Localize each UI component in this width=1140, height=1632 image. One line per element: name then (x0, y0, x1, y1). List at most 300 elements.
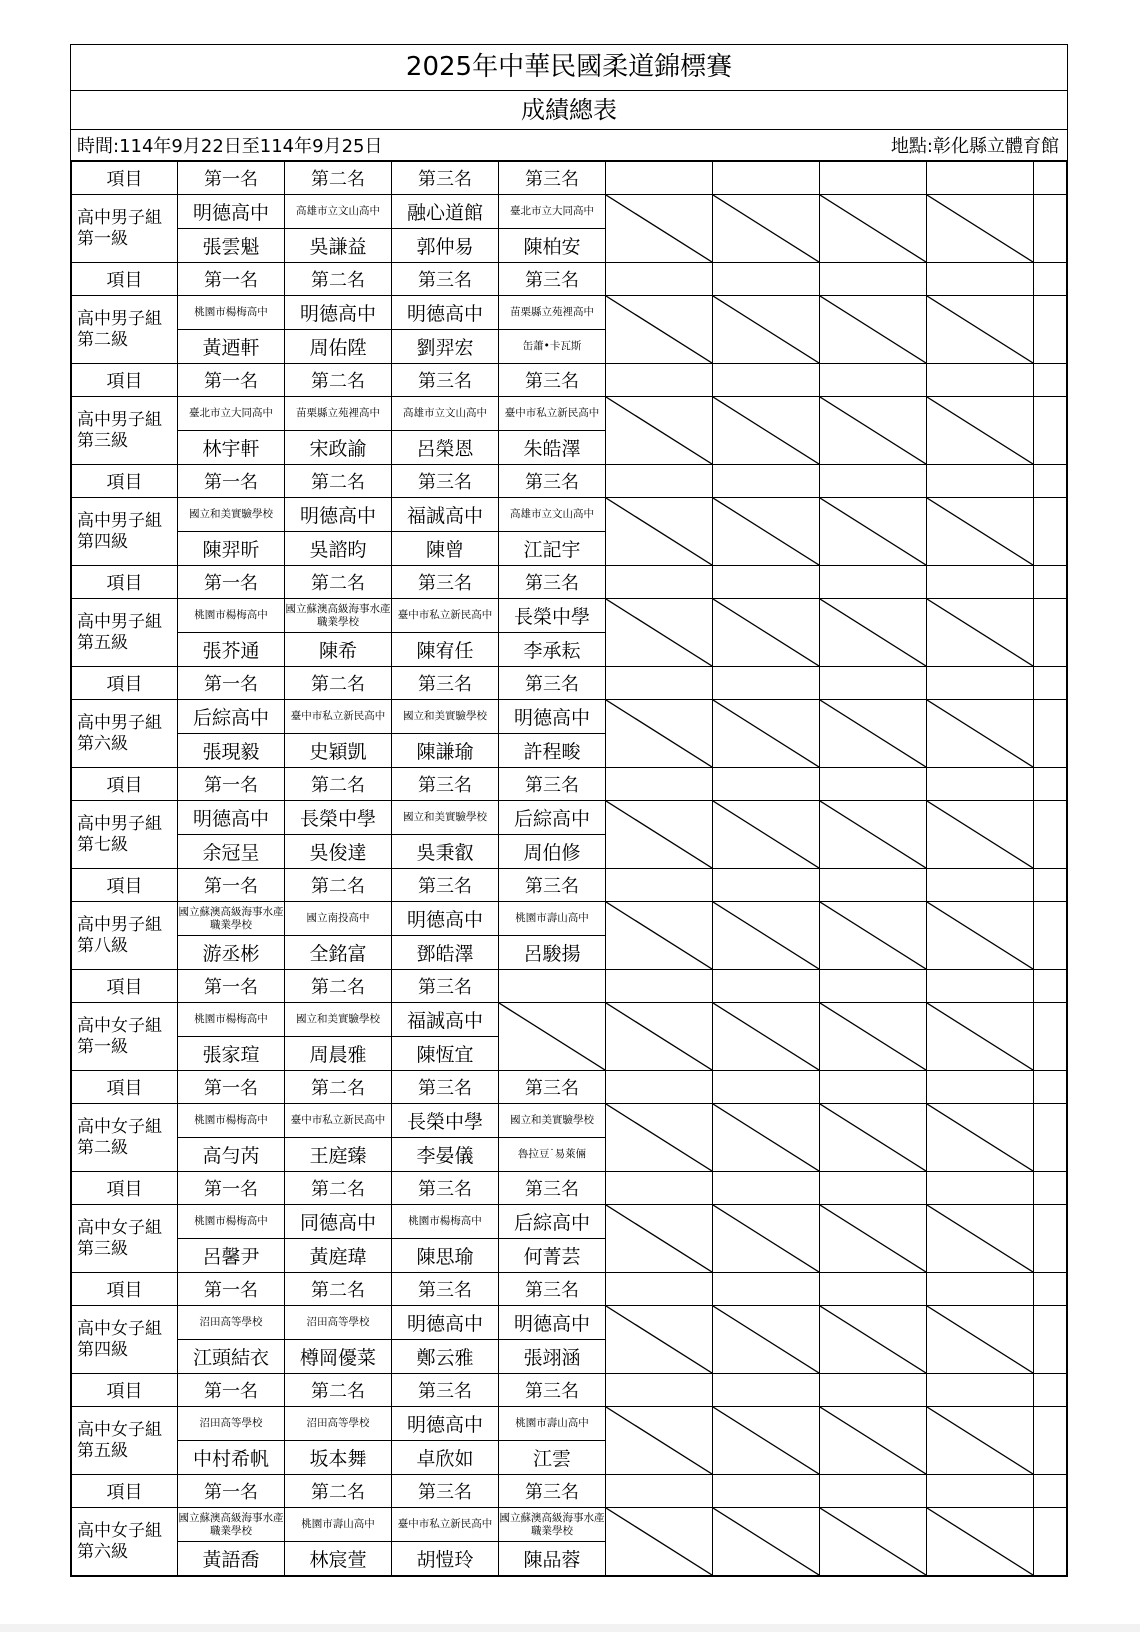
header-blank (1034, 1374, 1067, 1407)
school-row (72, 296, 1067, 330)
player-cell: 游丞彬 (178, 936, 285, 970)
empty-slot (820, 1104, 927, 1172)
empty-slot (713, 700, 820, 768)
player-cell: 周佑陞 (285, 330, 392, 364)
diagonal-stroke (927, 1306, 1033, 1373)
header-row (72, 1475, 1067, 1508)
event-name: 高中女子組第三級 (72, 1205, 178, 1273)
player-cell: 張翊涵 (499, 1340, 606, 1374)
player-cell: 江雲 (499, 1441, 606, 1475)
diagonal-stroke (713, 1205, 819, 1272)
diagonal-line (713, 599, 819, 666)
trailing-blank (1034, 1003, 1067, 1071)
empty-slot (713, 1205, 820, 1273)
diagonal-line (713, 1205, 819, 1272)
diagonal-stroke (606, 1508, 712, 1575)
player-cell: 魯拉豆˙易萊倆 (499, 1138, 606, 1172)
school-row (72, 902, 1067, 936)
header-blank (1034, 465, 1067, 498)
header-item: 項目 (72, 869, 178, 902)
header-blank (927, 1475, 1034, 1508)
diagonal-line (927, 1508, 1033, 1575)
header-row (72, 869, 1067, 902)
diagonal-stroke (606, 801, 712, 868)
header-blank (820, 1374, 927, 1407)
school-cell: 福誠高中 (392, 498, 499, 532)
diagonal-stroke (713, 801, 819, 868)
school-cell: 桃園市壽山高中 (499, 902, 606, 936)
header-rank: 第一名 (178, 1475, 285, 1508)
player-cell: 江頭結衣 (178, 1340, 285, 1374)
player-cell: 李晏儀 (392, 1138, 499, 1172)
empty-slot (606, 1003, 713, 1071)
header-blank (927, 667, 1034, 700)
player-cell: 呂駿揚 (499, 936, 606, 970)
empty-slot (713, 397, 820, 465)
location: 地點:彰化縣立體育館 (890, 136, 1059, 157)
player-cell: 何菁芸 (499, 1239, 606, 1273)
header-rank: 第三名 (392, 1273, 499, 1306)
school-cell: 國立蘇澳高級海事水產職業學校 (499, 1508, 606, 1542)
header-rank: 第二名 (285, 1475, 392, 1508)
school-cell: 臺中市私立新民高中 (499, 397, 606, 431)
document-title: 2025年中華民國柔道錦標賽 (71, 45, 1067, 91)
diagonal-stroke (927, 296, 1033, 363)
event-name: 高中女子組第六級 (72, 1508, 178, 1576)
trailing-blank (1034, 599, 1067, 667)
trailing-blank (1034, 700, 1067, 768)
empty-slot (606, 902, 713, 970)
school-cell: 長榮中學 (285, 801, 392, 835)
school-cell: 臺北市立大同高中 (178, 397, 285, 431)
header-rank: 第二名 (285, 263, 392, 296)
school-cell: 國立和美實驗學校 (499, 1104, 606, 1138)
header-rank: 第二名 (285, 1273, 392, 1306)
diagonal-line (713, 902, 819, 969)
player-cell: 陳羿昕 (178, 532, 285, 566)
diagonal-line (820, 1508, 926, 1575)
header-blank (1034, 364, 1067, 397)
event-name: 高中男子組第一級 (72, 195, 178, 263)
school-cell: 明德高中 (392, 902, 499, 936)
diagonal-line (927, 195, 1033, 262)
diagonal-stroke (820, 902, 926, 969)
school-cell: 同德高中 (285, 1205, 392, 1239)
event-name: 高中男子組第六級 (72, 700, 178, 768)
diagonal-line (927, 296, 1033, 363)
school-cell: 國立和美實驗學校 (392, 801, 499, 835)
school-cell: 國立和美實驗學校 (285, 1003, 392, 1037)
header-rank: 第三名 (499, 667, 606, 700)
header-rank: 第三名 (392, 970, 499, 1003)
header-blank (820, 364, 927, 397)
school-row (72, 498, 1067, 532)
empty-slot (606, 1407, 713, 1475)
diagonal-line (606, 599, 712, 666)
diagonal-line (927, 801, 1033, 868)
header-blank (1034, 970, 1067, 1003)
diagonal-line (606, 700, 712, 767)
header-rank: 第一名 (178, 364, 285, 397)
school-cell: 高雄市立文山高中 (285, 195, 392, 229)
header-rank: 第一名 (178, 1273, 285, 1306)
school-cell: 國立和美實驗學校 (178, 498, 285, 532)
header-rank: 第三名 (392, 1071, 499, 1104)
player-cell: 高勻芮 (178, 1138, 285, 1172)
empty-slot (927, 1104, 1034, 1172)
diagonal-line (927, 1205, 1033, 1272)
school-cell: 沼田高等學校 (285, 1306, 392, 1340)
school-cell: 高雄市立文山高中 (499, 498, 606, 532)
header-rank: 第三名 (392, 263, 499, 296)
diagonal-line (927, 1306, 1033, 1373)
player-cell: 李承耘 (499, 633, 606, 667)
diagonal-line (606, 296, 712, 363)
player-cell: 王庭臻 (285, 1138, 392, 1172)
results-table (71, 161, 1067, 1576)
header-blank (820, 1273, 927, 1306)
diagonal-stroke (606, 195, 712, 262)
school-cell: 長榮中學 (392, 1104, 499, 1138)
header-rank: 第一名 (178, 1172, 285, 1205)
header-blank (606, 970, 713, 1003)
school-cell: 融心道館 (392, 195, 499, 229)
diagonal-line (606, 1104, 712, 1171)
header-row (72, 667, 1067, 700)
diagonal-line (927, 397, 1033, 464)
diagonal-line (713, 801, 819, 868)
empty-slot (927, 1205, 1034, 1273)
player-cell: 史穎凱 (285, 734, 392, 768)
empty-slot (820, 1003, 927, 1071)
diagonal-stroke (820, 1205, 926, 1272)
school-cell: 桃園市楊梅高中 (178, 1205, 285, 1239)
player-cell: 呂榮恩 (392, 431, 499, 465)
header-blank (713, 768, 820, 801)
empty-slot (713, 1306, 820, 1374)
header-blank (927, 1172, 1034, 1205)
diagonal-line (820, 195, 926, 262)
empty-slot (713, 195, 820, 263)
header-blank (927, 566, 1034, 599)
empty-slot (713, 1508, 820, 1576)
diagonal-stroke (713, 1104, 819, 1171)
school-cell: 桃園市楊梅高中 (178, 296, 285, 330)
diagonal-stroke (606, 1306, 712, 1373)
school-row (72, 195, 1067, 229)
header-blank (606, 869, 713, 902)
empty-slot (820, 1508, 927, 1576)
school-cell: 長榮中學 (499, 599, 606, 633)
header-row (72, 162, 1067, 195)
diagonal-line (820, 1003, 926, 1070)
header-blank (713, 970, 820, 1003)
school-cell: 臺中市私立新民高中 (392, 1508, 499, 1542)
diagonal-stroke (606, 599, 712, 666)
school-cell: 桃園市楊梅高中 (178, 599, 285, 633)
empty-slot (927, 1003, 1034, 1071)
diagonal-line (713, 397, 819, 464)
diagonal-stroke (606, 1104, 712, 1171)
header-rank: 第三名 (499, 1172, 606, 1205)
school-cell: 臺中市私立新民高中 (285, 1104, 392, 1138)
header-rank: 第二名 (285, 364, 392, 397)
school-cell: 苗栗縣立苑裡高中 (285, 397, 392, 431)
diagonal-stroke (820, 599, 926, 666)
header-blank (927, 465, 1034, 498)
diagonal-stroke (606, 498, 712, 565)
empty-slot (606, 498, 713, 566)
player-cell: 坂本舞 (285, 1441, 392, 1475)
header-rank: 第一名 (178, 768, 285, 801)
empty-slot (606, 1104, 713, 1172)
header-blank (713, 566, 820, 599)
player-cell: 中村希帆 (178, 1441, 285, 1475)
header-rank: 第三名 (392, 667, 499, 700)
header-blank (820, 1071, 927, 1104)
school-cell: 臺中市私立新民高中 (392, 599, 499, 633)
empty-slot (927, 599, 1034, 667)
player-cell: 許程畯 (499, 734, 606, 768)
player-cell: 陳品蓉 (499, 1542, 606, 1576)
player-cell: 宋政諭 (285, 431, 392, 465)
empty-slot (606, 1508, 713, 1576)
player-cell: 吳俊達 (285, 835, 392, 869)
event-name: 高中女子組第一級 (72, 1003, 178, 1071)
header-blank (820, 263, 927, 296)
player-cell: 吳諮昀 (285, 532, 392, 566)
header-rank: 第二名 (285, 768, 392, 801)
header-blank (499, 970, 606, 1003)
document-subtitle: 成績總表 (71, 91, 1067, 130)
header-blank (606, 1475, 713, 1508)
player-cell: 林宇軒 (178, 431, 285, 465)
header-rank: 第一名 (178, 1374, 285, 1407)
diagonal-stroke (713, 1306, 819, 1373)
diagonal-line (927, 1104, 1033, 1171)
diagonal-stroke (820, 700, 926, 767)
empty-slot (606, 195, 713, 263)
date-range: 時間:114年9月22日至114年9月25日 (77, 136, 383, 157)
header-blank (927, 1071, 1034, 1104)
empty-slot (820, 700, 927, 768)
player-cell: 陳恆宜 (392, 1037, 499, 1071)
header-rank: 第一名 (178, 1071, 285, 1104)
school-row (72, 1003, 1067, 1037)
header-blank (1034, 768, 1067, 801)
diagonal-stroke (927, 700, 1033, 767)
header-rank: 第一名 (178, 970, 285, 1003)
header-item: 項目 (72, 566, 178, 599)
header-blank (820, 1172, 927, 1205)
diagonal-stroke (927, 498, 1033, 565)
diagonal-line (927, 700, 1033, 767)
diagonal-line (713, 1508, 819, 1575)
header-rank: 第三名 (499, 1374, 606, 1407)
header-item: 項目 (72, 667, 178, 700)
school-cell: 國立蘇澳高級海事水產職業學校 (178, 902, 285, 936)
player-cell: 江記宇 (499, 532, 606, 566)
header-item: 項目 (72, 1475, 178, 1508)
diagonal-stroke (820, 1508, 926, 1575)
event-name: 高中女子組第五級 (72, 1407, 178, 1475)
header-rank: 第二名 (285, 1071, 392, 1104)
school-cell: 桃園市楊梅高中 (178, 1104, 285, 1138)
header-rank: 第三名 (392, 1172, 499, 1205)
empty-slot (713, 801, 820, 869)
school-row (72, 1104, 1067, 1138)
header-rank: 第三名 (392, 364, 499, 397)
diagonal-line (927, 1407, 1033, 1474)
header-blank (713, 1071, 820, 1104)
player-cell: 缶蕭•卡瓦斯 (499, 330, 606, 364)
header-blank (1034, 162, 1067, 195)
header-rank: 第三名 (499, 1475, 606, 1508)
diagonal-line (606, 801, 712, 868)
diagonal-stroke (606, 296, 712, 363)
header-rank: 第二名 (285, 1172, 392, 1205)
header-rank: 第一名 (178, 162, 285, 195)
school-cell: 桃園市壽山高中 (285, 1508, 392, 1542)
header-blank (927, 1374, 1034, 1407)
header-blank (713, 465, 820, 498)
empty-slot (820, 1306, 927, 1374)
diagonal-stroke (713, 195, 819, 262)
header-blank (820, 667, 927, 700)
diagonal-stroke (713, 498, 819, 565)
diagonal-line (713, 296, 819, 363)
header-row (72, 1071, 1067, 1104)
school-row (72, 1306, 1067, 1340)
header-blank (927, 263, 1034, 296)
diagonal-stroke (927, 1205, 1033, 1272)
player-cell: 張雲魁 (178, 229, 285, 263)
player-cell: 黃迺軒 (178, 330, 285, 364)
school-cell: 桃園市楊梅高中 (392, 1205, 499, 1239)
header-blank (1034, 869, 1067, 902)
school-cell: 桃園市壽山高中 (499, 1407, 606, 1441)
empty-slot (927, 195, 1034, 263)
diagonal-stroke (820, 498, 926, 565)
empty-slot (927, 902, 1034, 970)
event-name: 高中女子組第四級 (72, 1306, 178, 1374)
header-blank (1034, 1475, 1067, 1508)
school-cell: 福誠高中 (392, 1003, 499, 1037)
header-rank: 第三名 (499, 1071, 606, 1104)
header-blank (713, 1475, 820, 1508)
empty-slot (820, 296, 927, 364)
empty-slot (927, 700, 1034, 768)
school-cell: 沼田高等學校 (285, 1407, 392, 1441)
header-item: 項目 (72, 1172, 178, 1205)
empty-slot (820, 902, 927, 970)
header-blank (606, 667, 713, 700)
header-row (72, 566, 1067, 599)
diagonal-line (820, 498, 926, 565)
empty-slot (606, 801, 713, 869)
header-item: 項目 (72, 263, 178, 296)
diagonal-stroke (713, 296, 819, 363)
diagonal-line (606, 1205, 712, 1272)
diagonal-stroke (820, 397, 926, 464)
trailing-blank (1034, 1104, 1067, 1172)
header-blank (713, 1172, 820, 1205)
header-blank (820, 465, 927, 498)
diagonal-stroke (927, 195, 1033, 262)
empty-slot (713, 902, 820, 970)
header-rank: 第三名 (392, 162, 499, 195)
header-blank (1034, 667, 1067, 700)
header-blank (606, 364, 713, 397)
header-row (72, 768, 1067, 801)
results-sheet (70, 44, 1068, 1577)
diagonal-stroke (820, 801, 926, 868)
header-rank: 第三名 (499, 566, 606, 599)
header-item: 項目 (72, 1071, 178, 1104)
header-item: 項目 (72, 364, 178, 397)
header-rank: 第一名 (178, 465, 285, 498)
player-cell: 陳謙瑜 (392, 734, 499, 768)
diagonal-stroke (820, 1306, 926, 1373)
header-blank (820, 869, 927, 902)
player-cell: 周伯修 (499, 835, 606, 869)
diagonal-stroke (927, 1508, 1033, 1575)
header-blank (606, 1071, 713, 1104)
diagonal-line (820, 1306, 926, 1373)
diagonal-stroke (713, 902, 819, 969)
header-blank (606, 1374, 713, 1407)
player-cell: 郭仲易 (392, 229, 499, 263)
empty-slot (713, 599, 820, 667)
diagonal-line (820, 902, 926, 969)
empty-slot (927, 1407, 1034, 1475)
player-cell: 胡愷玲 (392, 1542, 499, 1576)
empty-slot (820, 195, 927, 263)
diagonal-stroke (606, 397, 712, 464)
event-name: 高中男子組第二級 (72, 296, 178, 364)
player-cell: 吳謙益 (285, 229, 392, 263)
player-cell: 劉羿宏 (392, 330, 499, 364)
header-rank: 第一名 (178, 667, 285, 700)
header-row (72, 364, 1067, 397)
header-blank (820, 162, 927, 195)
school-cell: 國立蘇澳高級海事水產職業學校 (285, 599, 392, 633)
empty-slot (713, 1003, 820, 1071)
player-cell: 張現毅 (178, 734, 285, 768)
school-cell: 明德高中 (499, 700, 606, 734)
diagonal-line (606, 902, 712, 969)
school-cell: 國立蘇澳高級海事水產職業學校 (178, 1508, 285, 1542)
empty-slot (820, 498, 927, 566)
school-row (72, 700, 1067, 734)
school-cell: 桃園市楊梅高中 (178, 1003, 285, 1037)
school-cell: 苗栗縣立苑裡高中 (499, 296, 606, 330)
header-item: 項目 (72, 768, 178, 801)
empty-slot (499, 1003, 606, 1071)
header-blank (606, 1273, 713, 1306)
school-cell: 明德高中 (285, 498, 392, 532)
empty-slot (713, 296, 820, 364)
event-name: 高中男子組第八級 (72, 902, 178, 970)
header-blank (713, 667, 820, 700)
header-blank (713, 1273, 820, 1306)
player-cell: 黃語喬 (178, 1542, 285, 1576)
school-cell: 臺中市私立新民高中 (285, 700, 392, 734)
diagonal-line (499, 1003, 605, 1070)
player-cell: 陳思瑜 (392, 1239, 499, 1273)
player-cell: 樽岡優菜 (285, 1340, 392, 1374)
header-item: 項目 (72, 970, 178, 1003)
